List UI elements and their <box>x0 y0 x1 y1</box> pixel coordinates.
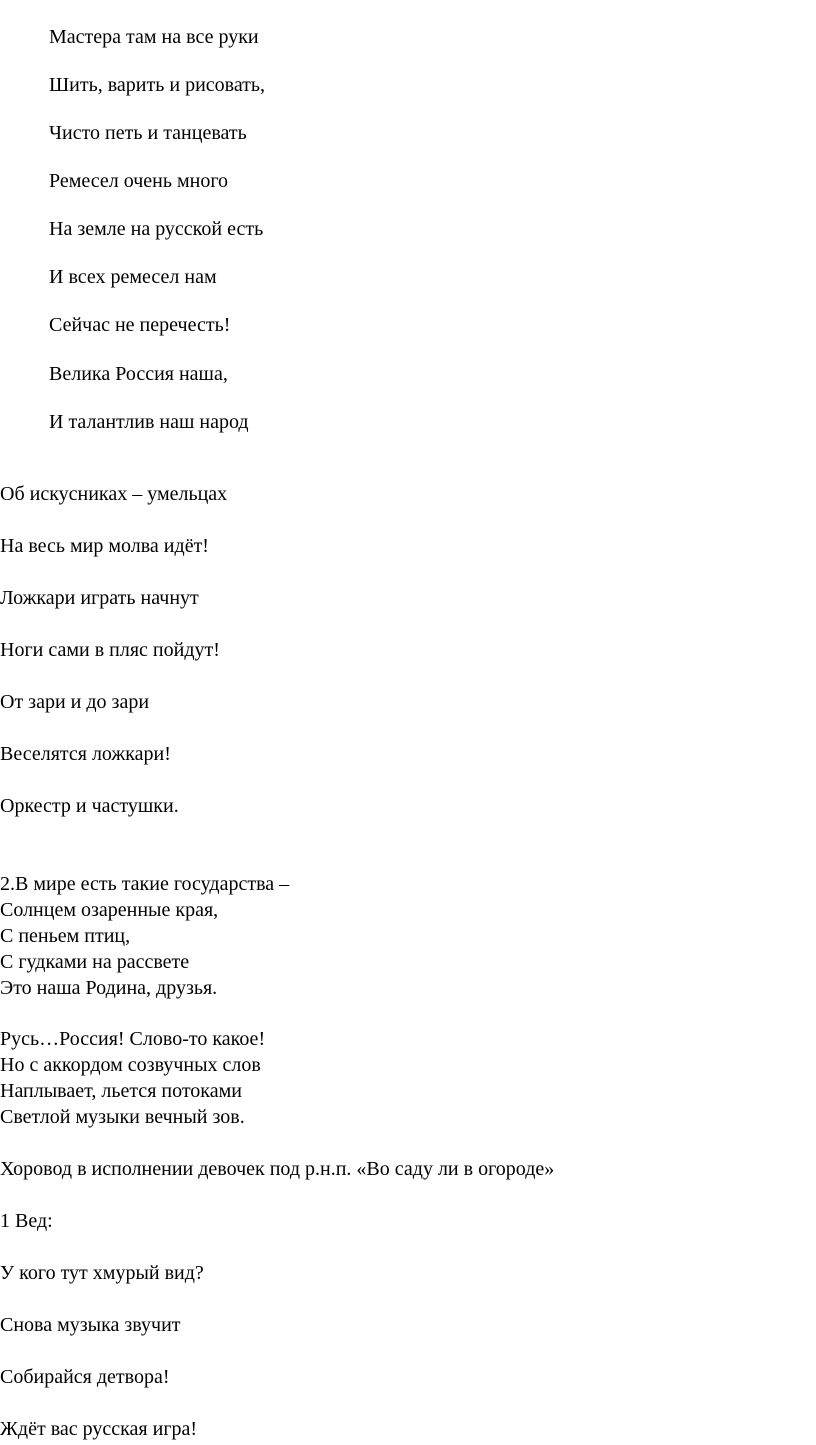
stanza-1-line-2: Шить, варить и рисовать, <box>49 74 266 96</box>
poem-2-stanza-1-line-4: С гудками на рассвете <box>0 951 190 973</box>
stanza-1-line-3: Чисто петь и танцевать <box>49 122 247 144</box>
final-stanza-line-2: Снова музыка звучит <box>0 1314 181 1336</box>
stanza-2-line-7: Оркестр и частушки. <box>0 795 179 817</box>
stanza-1-line-9: И талантлив наш народ <box>49 411 249 433</box>
poem-2-stanza-1-line-2: Солнцем озаренные края, <box>0 899 219 921</box>
stage-direction: Хоровод в исполнении девочек под р.н.п. «Во саду ли в огороде» <box>0 1158 555 1180</box>
speaker-label: 1 Вед: <box>0 1210 53 1232</box>
stanza-2-line-6: Веселятся ложкари! <box>0 743 171 765</box>
poem-2-stanza-2-line-4: Светлой музыки вечный зов. <box>0 1106 245 1128</box>
poem-2-stanza-1-line-5: Это наша Родина, друзья. <box>0 977 218 999</box>
stanza-2-line-2: На весь мир молва идёт! <box>0 535 209 557</box>
poem-2-stanza-2-line-3: Наплывает, льется потоками <box>0 1080 242 1102</box>
stanza-1-line-4: Ремесел очень много <box>49 170 229 192</box>
stanza-2-line-1: Об искусниках – умельцах <box>0 483 228 505</box>
final-stanza-line-1: У кого тут хмурый вид? <box>0 1262 204 1284</box>
stanza-2-line-3: Ложкари играть начнут <box>0 587 199 609</box>
poem-2-stanza-1-line-1: 2.В мире есть такие государства – <box>0 873 290 895</box>
stanza-1-line-5: На земле на русской есть <box>49 218 264 240</box>
stanza-2-line-5: От зари и до зари <box>0 691 150 713</box>
stanza-1-line-6: И всех ремесел нам <box>49 266 217 288</box>
stanza-1-line-7: Сейчас не перечесть! <box>49 314 231 336</box>
final-stanza-line-4: Ждёт вас русская игра! <box>0 1418 198 1440</box>
stanza-1-line-1: Мастера там на все руки <box>49 26 259 48</box>
final-stanza-line-3: Собирайся детвора! <box>0 1366 170 1388</box>
stanza-1-line-8: Велика Россия наша, <box>49 363 228 385</box>
poem-2-stanza-2-line-2: Но с аккордом созвучных слов <box>0 1054 261 1076</box>
poem-2-stanza-1-line-3: С пеньем птиц, <box>0 925 131 947</box>
stanza-2-line-4: Ноги сами в пляс пойдут! <box>0 639 220 661</box>
poem-2-stanza-2-line-1: Русь…Россия! Слово-то какое! <box>0 1028 266 1050</box>
